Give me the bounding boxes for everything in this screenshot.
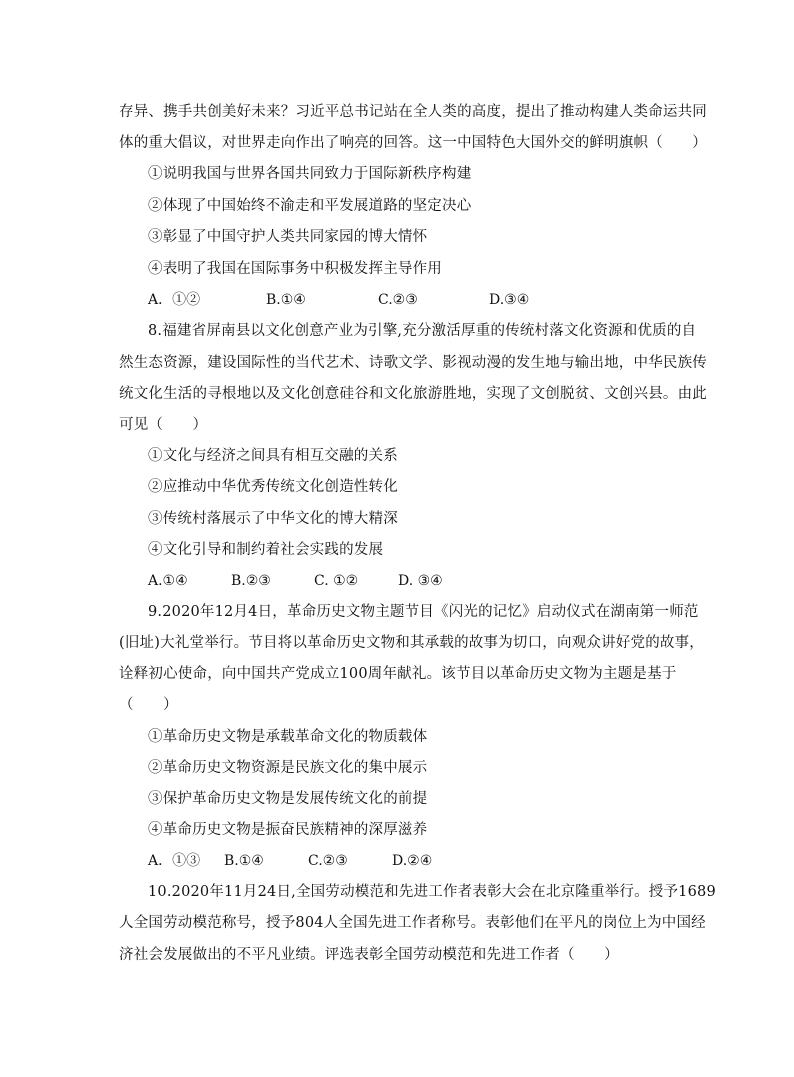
q7-option-b: B.①④ xyxy=(266,292,306,308)
q8-item-2: ②应推动中华优秀传统文化创造性转化 xyxy=(148,479,398,495)
q8-stem-line-3: 统文化生活的寻根地以及文化创意硅谷和文化旅游胜地，实现了文创脱贫、文创兴县。由此 xyxy=(119,386,707,402)
q7-option-d: D.③④ xyxy=(489,292,530,308)
q7-option-c: C.②③ xyxy=(378,292,418,308)
q9-stem-line-2: (旧址)大礼堂举行。节目将以革命历史文物和其承载的故事为切口，向观众讲好党的故事， xyxy=(119,635,705,651)
q10-stem-line-3: 济社会发展做出的不平凡业绩。评选表彰全国劳动模范和先进工作者（ ） xyxy=(119,947,619,963)
q9-option-a: A．①③ xyxy=(148,853,201,869)
q9-option-d: D.②④ xyxy=(392,853,433,869)
q7-stem-line-2: 体的重大倡议，对世界走向作出了响亮的回答。这一中国特色大国外交的鲜明旗帜（ ） xyxy=(119,135,707,151)
q9-stem-line-1: 9.2020年12月4日，革命历史文物主题节目《闪光的记忆》启动仪式在湖南第一师范 xyxy=(148,604,699,620)
q9-option-c: C.②③ xyxy=(308,853,348,869)
q9-option-b: B.①④ xyxy=(224,853,264,869)
q8-stem-line-1: 8.福建省屏南县以文化创意产业为引擎,充分激活厚重的传统村落文化资源和优质的自 xyxy=(148,323,697,339)
q9-item-2: ②革命历史文物资源是民族文化的集中展示 xyxy=(148,760,428,776)
q9-item-4: ④革命历史文物是振奋民族精神的深厚滋养 xyxy=(148,822,428,838)
q9-item-1: ①革命历史文物是承载革命文化的物质载体 xyxy=(148,729,428,745)
q8-item-4: ④文化引导和制约着社会实践的发展 xyxy=(148,542,384,558)
q7-option-a: A．①② xyxy=(148,292,201,308)
q10-stem-line-1: 10.2020年11月24日,全国劳动模范和先进工作者表彰大会在北京隆重举行。授予1689 xyxy=(148,884,716,900)
q7-item-1: ①说明我国与世界各国共同致力于国际新秩序构建 xyxy=(148,166,472,182)
q8-option-c: C. ①② xyxy=(314,573,359,589)
q7-item-3: ③彰显了中国守护人类共同家园的博大情怀 xyxy=(148,229,428,245)
q8-stem-line-4: 可见（ ） xyxy=(119,417,208,433)
q9-stem-line-3: 诠释初心使命，向中国共产党成立100周年献礼。该节目以革命历史文物为主题是基于 xyxy=(119,666,677,682)
q8-item-3: ③传统村落展示了中华文化的博大精深 xyxy=(148,511,398,527)
q8-stem-line-2: 然生态资源，建设国际性的当代艺术、诗歌文学、影视动漫的发生地与输出地，中华民族传 xyxy=(119,355,707,371)
q8-item-1: ①文化与经济之间具有相互交融的关系 xyxy=(148,448,398,464)
q8-option-b: B.②③ xyxy=(231,573,271,589)
q8-option-a: A.①④ xyxy=(148,573,188,589)
q7-item-2: ②体现了中国始终不渝走和平发展道路的坚定决心 xyxy=(148,198,472,214)
q7-stem-line-1: 存异、携手共创美好未来？习近平总书记站在全人类的高度，提出了推动构建人类命运共同 xyxy=(119,104,707,120)
q9-stem-line-4: （ ） xyxy=(119,697,178,713)
q7-item-4: ④表明了我国在国际事务中积极发挥主导作用 xyxy=(148,261,442,277)
q10-stem-line-2: 人全国劳动模范称号，授予804人全国先进工作者称号。表彰他们在平凡的岗位上为中国经 xyxy=(119,915,706,931)
q9-item-3: ③保护革命历史文物是发展传统文化的前提 xyxy=(148,791,428,807)
q8-option-d: D. ③④ xyxy=(398,573,443,589)
